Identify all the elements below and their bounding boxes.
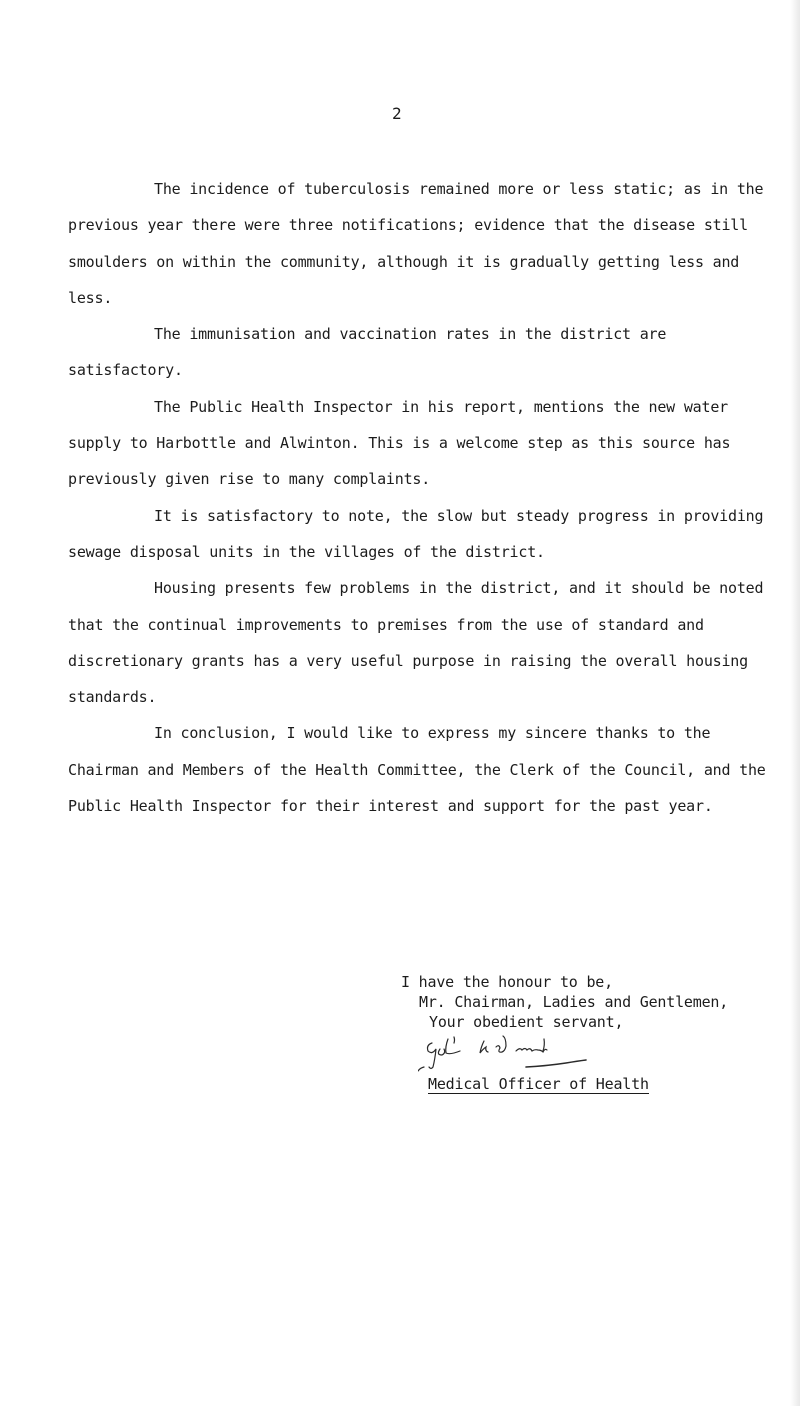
signature-stroke-7 (516, 1049, 547, 1053)
closing-line-honour: I have the honour to be, (401, 973, 613, 991)
signature-stroke-4 (454, 1037, 455, 1043)
paragraph-conclusion: In conclusion, I would like to express my sincere thanks to the Chairman and Members of the Health Committee, the Clerk of the Council, and the Public Health Inspector for their interest and support for the past year. (68, 724, 766, 816)
paragraph-water-supply: The Public Health Inspector in his report, mentions the new water supply to Harbottle and Alwinton. This is a welcome step as this source has previously given rise to many complaints. (68, 397, 731, 489)
signature-stroke-6 (496, 1036, 506, 1052)
signature-stroke-3 (446, 1039, 460, 1054)
signature-stroke-1 (428, 1043, 437, 1069)
page-number: 2 (392, 104, 402, 123)
handwritten-signature (418, 1033, 678, 1073)
signature-stroke-2 (438, 1049, 444, 1055)
page-edge-shadow (790, 0, 800, 1406)
signature-stroke-8 (543, 1039, 544, 1051)
report-body (68, 171, 768, 824)
closing-line-servant: Your obedient servant, (429, 1013, 624, 1031)
paragraph-immunisation: The immunisation and vaccination rates in the district are satisfactory. (68, 325, 667, 380)
paragraph-sewage: It is satisfactory to note, the slow but steady progress in providing sewage disposal units in the villages of the district. (68, 506, 764, 561)
signature-stroke-9 (418, 1067, 424, 1071)
officer-title: Medical Officer of Health (428, 1075, 649, 1093)
signature-stroke-5 (480, 1041, 488, 1053)
closing-line-salutation: Mr. Chairman, Ladies and Gentlemen, (419, 993, 729, 1011)
paragraph-housing: Housing presents few problems in the district, and it should be noted that the continual improvements to premises from the use of standard and discretionary grants has a very useful purpose in raising the overall housing standards. (68, 579, 764, 707)
signature-underline (526, 1060, 586, 1067)
paragraph-tuberculosis: The incidence of tuberculosis remained more or less static; as in the previous year there were three notifications; evidence that the disease still smoulders on within the community, although it is gradually getting less and less. (68, 180, 764, 307)
closing-block (401, 972, 728, 1032)
